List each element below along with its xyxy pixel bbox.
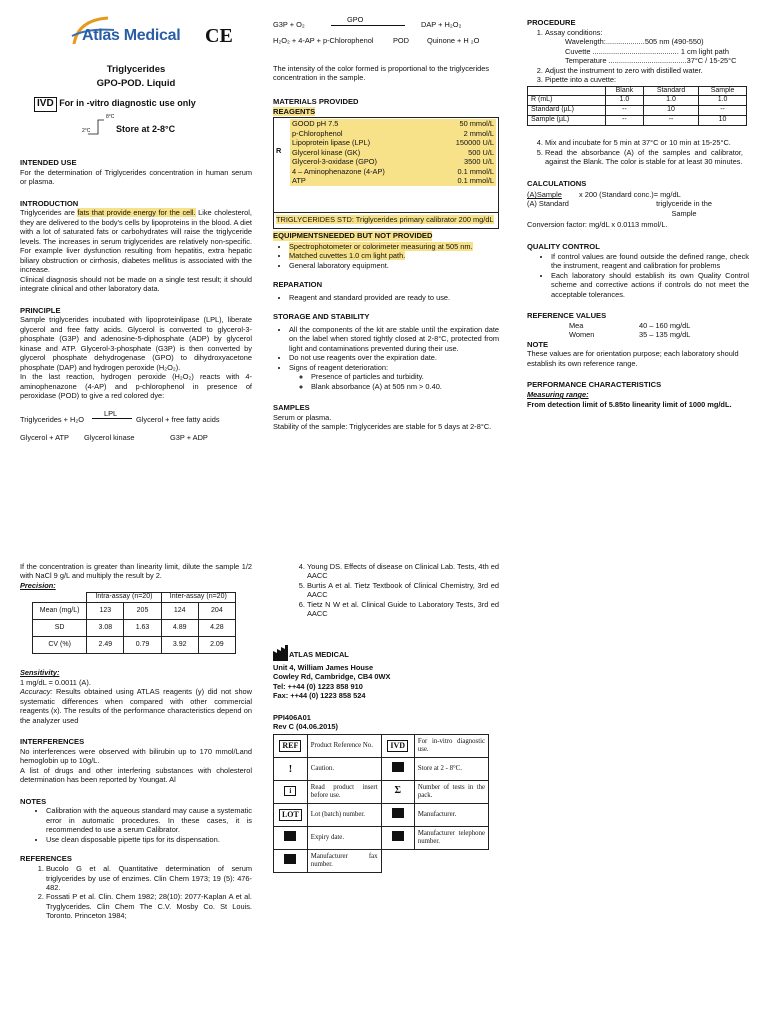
table-row [274,734,489,757]
manufacturer-line: Fax: ++44 (0) 1223 858 524 [273,691,366,701]
reaction-3-left: G3P + O₂ [273,20,305,29]
temperature-label: Temperature [565,56,607,66]
reagent-value: 0.1 mmol/L [457,176,494,186]
sigma-icon: Σ [394,785,401,797]
table-cell: 1.0 [643,96,698,106]
procedure-step: 4. Mix and incubate for 5 min at 37°C or 10 min at 15-25°C. [545,138,743,147]
reaction-4-right: Quinone + H ₂O [427,36,480,45]
reference-value: 35 – 135 mg/dL [639,330,691,340]
table-cell: SD [33,620,87,637]
cuvette-value: 1 cm light path [680,46,729,56]
note-text: These values are for orientation purpose; each laboratory should establish its own reference range. [527,349,739,368]
reaction-2-left: Glycerol + ATP [20,432,69,442]
reaction-1-left: Triglycerides + H₂O [20,414,84,424]
notes-heading: NOTES [20,796,47,806]
storage-item: • All the components of the kit are stable until the expiration date on the label when stored tightly closed at 2-8°C, protected from light and contaminations prevented during their use. [289,325,499,353]
temperature-value: 37°C / 15-25°C [686,56,737,66]
sensitivity-text: 1 mg/dL = 0.0011 (A). [20,677,91,687]
measuring-range-text: From detection limit of 5.85to linearity limit of 1000 mg/dL. [527,399,732,409]
fax-icon [284,854,296,864]
table-cell: 10 [643,106,698,116]
cuvette-row [565,47,749,56]
calculation-formula [527,190,749,220]
table-cell: CV (%) [33,637,87,654]
procedure-list-cont [527,138,743,166]
table-cell: 205 [124,603,161,620]
equipment-item [289,261,499,270]
interferences-text-1: No interferences were observed with bilirubin up to 170 mmol/Land hemoglobin up to 10g/L. [20,746,252,766]
symbol-description: Read product insert before use. [307,780,381,803]
table-header [528,86,606,96]
reagent-name: Glycerol-3-oxidase (GPO) [292,157,378,167]
principle-text-2: In the last reaction, hydrogen peroxide (H₂O₂) reacts with 4-aminophenazone (4-AP) and p-chlorophenol in presence of peroxidase (POD) to give a red colored dye: [20,372,252,401]
std-box [273,213,499,228]
symbol-cell [381,757,414,780]
table-row [528,106,747,116]
table-cell: -- [605,116,643,126]
manufacturer-name-row [273,645,499,663]
reagent-value: 500 U/L [468,147,494,157]
storage-subitem: ◦ Presence of particles and turbidity. [311,372,499,381]
interferences-heading: INTERFERENCES [20,737,85,747]
reagent-r-label: R [276,146,282,156]
lot-icon: LOT [279,809,302,821]
table-cell: 2.49 [87,637,124,654]
reaction-1-right: Glycerol + free fatty acids [136,414,220,424]
manufacturer-line: Tel: ++44 (0) 1223 858 910 [273,681,363,691]
column-3-top [527,18,749,409]
table-header [33,593,87,603]
principle-heading: PRINCIPLE [20,305,61,315]
introduction-text [20,208,252,274]
symbol-description: Product Reference No. [307,734,381,757]
references-list-cont [273,562,499,619]
table-cell: R (mL) [528,96,606,106]
symbol-description: Manufacturer fax number. [307,849,381,872]
wavelength-value: 505 nm (490-550) [644,37,704,47]
caution-icon: ! [288,762,293,775]
symbol-description: Caution. [307,757,381,780]
notes-item: • Calibration with the aqueous standard may cause a systematic error in automatic procedures. In these cases, it is recommended to use a serum Calibrator. [46,806,252,834]
table-cell: 204 [198,603,235,620]
equipment-heading: EQUIPMENTSNEEDED BUT NOT PROVIDED [273,230,433,240]
qc-heading: QUALITY CONTROL [527,241,600,251]
reagent-value: 0.1 mmol/L [457,166,494,176]
calculations-heading: CALCULATIONS [527,178,587,188]
page-subtitle: GPO-POD. Liquid [96,78,176,90]
reagent-name: p-Chlorophenol [292,128,343,138]
reference-values-heading: REFERENCE VALUES [527,311,607,320]
reaction-2 [20,431,252,445]
document-revision: Rev C (04.06.2015) [273,722,338,732]
table-cell: 3.08 [87,620,124,637]
symbol-cell [381,734,414,757]
sensitivity-heading: Sensitivity: [20,668,60,678]
measuring-range-label: Measuring range: [527,390,589,400]
principle-text: Sample triglycerides incubated with lipoproteinlipase (LPL), liberate glycerol and free fatty acids. Glycerol is converted to glycerol-3-phosphate (G3P) and adenosine-5-diphosphate (ADP) by glycerol kinase and ATP. Glycerol-3-phosphate (G3P) is then converted by glycerol phosphate dehydrogenase (GPO) to dihydroxyacetone phosphate (DAP) and hydrogen peroxide (H₂O₂). [20,315,252,372]
storage-item [289,363,499,391]
table-row [274,780,489,803]
table-row [33,620,236,637]
assay-conditions [545,37,749,65]
symbol-description: Store at 2 - 8°C. [414,757,488,780]
symbol-cell [381,803,414,826]
reagent-name: Lipoprotein lipase (LPL) [292,138,371,148]
table-cell: 1.0 [605,96,643,106]
conversion-factor: Conversion factor: mg/dL x 0.0113 mmol/L. [527,220,668,230]
symbol-description: Manufacturer. [414,803,488,826]
reagent-row [290,176,496,185]
reagent-row [290,129,496,138]
table-cell: Standard (µL) [528,106,606,116]
references-heading: REFERENCES [20,854,72,864]
reagent-name: Glycerol kinase (GK) [292,147,361,157]
table-cell: 1.63 [124,620,161,637]
wavelength-leader: ................... [605,37,645,47]
cuvette-leader: .......................................... [592,46,679,56]
page-title: Triglycerides [106,64,166,75]
precision-table [32,592,236,654]
manufacturer-line: Cowley Rd, Cambridge, CB4 0WX [273,672,391,682]
equipment-item [289,242,499,251]
wavelength-row [565,37,749,46]
reagent-name: ATP [292,176,306,186]
reagents-box [273,117,499,213]
reference-label: Women [569,330,595,340]
manufacturer-name: ATLAS MEDICAL [289,649,349,659]
symbol-description: For in-vitro diagnostic use. [414,734,488,757]
storage-list [273,325,499,391]
accuracy-text [20,687,252,725]
equipment-item-text: Matched cuvettes 1.0 cm light path. [289,251,406,261]
table-cell: -- [643,116,698,126]
qc-item: • Each laboratory should establish its own Quality Control scheme and corrective actions if controls do not meet the acceptable tolerances. [551,271,749,299]
table-cell: 2.09 [198,637,235,654]
table-cell: 10 [699,116,747,126]
reagent-row [290,119,496,128]
linearity-text: If the concentration is greater than linearity limit, dilute the sample 1/2 with NaCl 9 g/L and multiply the result by 2. [20,562,252,581]
procedure-heading: PROCEDURE [527,18,576,27]
introduction-heading: INTRODUCTION [20,198,79,208]
table-cell: -- [605,106,643,116]
performance-heading: PERFORMANCE CHARACTERISTICS [527,380,662,390]
table-cell: 4.28 [198,620,235,637]
symbol-cell [381,826,414,849]
reaction-2-enzyme: Glycerol kinase [84,432,135,442]
reaction-3-right: DAP + H₂O₂ [421,20,462,29]
factory-icon [392,808,404,818]
reagent-row [290,167,496,176]
reaction-3-enzyme: GPO [347,15,364,24]
phone-icon [392,831,404,841]
arrow-right-icon [331,25,405,26]
procedure-step: 3. Pipette into a cuvette: [545,75,749,84]
reagent-list [290,119,496,185]
notes-list [20,806,252,844]
storage-subitem: ◦ Blank absorbance (A) at 505 nm > 0.40. [311,382,499,391]
logo [20,14,252,50]
reference-row [527,321,749,330]
intended-use-text: For the determination of Triglycerides concentration in human serum or plasma. [20,167,252,187]
table-header: Inter-assay (n=20) [161,593,235,603]
reaction-1-enzyme: LPL [104,408,118,418]
table-header: Sample [699,86,747,96]
pipette-table [527,86,747,127]
table-row [274,757,489,780]
reagent-row [290,138,496,147]
formula-numerator: (A)Sample [527,190,562,200]
ce-mark: CE [205,25,233,47]
procedure-step: 2. Adjust the instrument to zero with distilled water. [545,66,749,75]
reaction-3 [273,15,499,32]
reaction-4-left: H₂O₂ + 4-AP + p-Chlorophenol [273,36,374,45]
table-cell: -- [699,106,747,116]
symbol-cell [274,757,308,780]
wavelength-label: Wavelength: [565,37,606,47]
qc-list [527,252,749,299]
symbol-cell [274,780,308,803]
reagent-value: 2 mmol/L [463,128,494,138]
samples-line-2: Stability of the sample: Triglycerides are stable for 5 days at 2-8°C. [273,422,492,432]
reagent-value: 3500 U/L [464,157,494,167]
table-header: Blank [605,86,643,96]
symbol-cell [381,849,414,872]
samples-line-1: Serum or plasma. [273,412,332,422]
reaction-4-enzyme: POD [393,36,410,45]
formula-result: triglyceride in the Sample [656,199,712,218]
symbol-description: Manufacturer telephone number. [414,826,488,849]
instructions-icon: i [284,786,296,796]
accuracy-label: Accuracy: [20,687,53,697]
table-cell: Sample (µL) [528,116,606,126]
intended-use-heading: INTENDED USE [20,158,77,167]
thermometer-icon [392,762,404,772]
factory-icon [273,645,289,661]
reagent-row [290,148,496,157]
symbol-cell [274,803,308,826]
temperature-row [565,56,749,65]
interferences-text-2: A list of drugs and other interfering substances with cholesterol determination has been reported by Youngat. Al [20,765,252,785]
reference-item: 6. Tietz N W et al. Clinical Guide to Laboratory Tests, 3rd ed AACC [307,600,499,619]
manufacturer-block [273,645,499,732]
temp-high: 8°C [106,114,115,121]
introduction-text-2: Clinical diagnosis should not be made on a single test result; it should integrate clinical and other laboratory data. [20,274,252,294]
qc-item: • If control values are found outside the defined range, check the instrument, reagent and calibration for problems [551,252,749,271]
procedure-step-text: Assay conditions: [545,27,603,37]
ivd-line [20,97,252,112]
ref-icon: REF [279,740,301,752]
preparation-item: • Reagent and standard provided are ready to use. [289,293,499,302]
equipment-item-text: General laboratory equipment. [289,260,389,270]
reference-row [527,330,749,339]
table-row [274,849,489,872]
column-2-top [273,15,499,432]
column-2-bottom [273,562,499,873]
table-cell: 1.0 [699,96,747,106]
procedure-step [545,28,749,66]
reference-item: 5. Burtis A et al. Tietz Textbook of Clinical Chemistry, 3rd ed AACC [307,581,499,600]
temp-low: 2°C [82,128,91,135]
equipment-list [273,242,499,270]
equipment-item [289,251,499,260]
table-row [528,96,747,106]
symbol-cell [381,780,414,803]
reagents-label: REAGENTS [273,106,316,116]
manufacturer-line: Unit 4, William James House [273,662,374,672]
table-header: Standard [643,86,698,96]
brand-name: Atlas Medical [82,27,181,44]
reagent-name: 4 – Aminophenazone (4-AP) [292,166,385,176]
document-code: PPI406A01 [273,712,311,722]
reference-item: 2. Fossati P et al. Clin. Chem 1982; 28(10): 2077-Kaplan A et al. Tryglycerides. Clin Chem The C.V. Mosby Co. St Louis. Toronto. Princeton 1984; [46,892,252,920]
notes-item: • Use clean disposable pipette tips for its dispensation. [46,835,252,844]
materials-heading: MATERIALS PROVIDED [273,96,359,106]
table-cell: 3.92 [161,637,198,654]
reference-item: 4. Young DS. Effects of disease on Clinical Lab. Tests, 4th ed AACC [307,562,499,581]
table-row [528,116,747,126]
symbol-description [414,849,488,872]
reaction-2-right: G3P + ADP [170,432,208,442]
equipment-item-text: Spectrophotometer or colorimeter measuring at 505 nm. [289,241,473,251]
temperature-leader: ...................................... [608,56,687,66]
table-cell: 123 [87,603,124,620]
table-row [274,826,489,849]
storage-item-text: Signs of reagent deterioration: [289,362,389,372]
table-cell: 124 [161,603,198,620]
table-cell: Mean (mg/L) [33,603,87,620]
samples-heading: SAMPLES [273,403,310,413]
header [20,14,252,138]
column-1-bottom [20,562,252,921]
formula-multiplier: x 200 (Standard conc.)= mg/dL [579,190,681,200]
precision-label: Precision: [20,580,56,590]
reaction-4 [273,34,499,48]
table-row [33,603,236,620]
formula-denominator: (A) Standard [527,199,569,209]
procedure-list [527,28,749,85]
storage-item: • Do not use reagents over the expiration date. [289,353,499,362]
references-list [20,864,252,921]
symbol-description: Lot (batch) number. [307,803,381,826]
intro-part2: Like cholesterol, they are delivered to the body's cells by lipoproteins in the blood. A diet with a lot of saturated fats or carbohydrates will raise the triglyceride levels. The increases in serum triglycerides are relatively non-specific. For example liver dysfunction resulting from hepatitis, extra hepatic biliary obstruction or cirrhosis, diabetes mellitus is associated with the increase. [20,208,252,275]
storage-heading: STORAGE AND STABILITY [273,312,370,322]
arrow-right-icon [92,418,132,419]
note-heading: NOTE [527,339,549,349]
reference-label: Mea [569,320,584,330]
reference-value: 40 – 160 mg/dL [639,320,691,330]
table-row [274,803,489,826]
accuracy-body: Results obtained using ATLAS reagents (y) did not show systematic differences when compared with other commercial reagents (x). The results of the performance characteristics depend on the analyzer used [20,687,252,725]
table-header: Intra-assay (n=20) [87,593,161,603]
cuvette-label: Cuvette [565,46,591,56]
symbol-cell [274,849,308,872]
table-row [33,637,236,654]
thermometer-icon [86,116,108,138]
hourglass-icon [284,831,296,841]
reagent-value: 50 mmol/L [459,119,494,129]
reagent-row [290,157,496,166]
symbol-cell [274,734,308,757]
reference-item: 1. Bucolo G et al. Quantitative determination of serum triglycerides by use of enzimes. Clin Chem 1973; 19 (5): 476-482. [46,864,252,892]
ivd-text: For in -vitro diagnostic use only [59,98,196,109]
table-cell: 0.79 [124,637,161,654]
intro-highlight: fats that provide energy for the cell. [77,208,196,218]
symbol-cell [274,826,308,849]
column-1-top [20,158,252,445]
symbol-description: Expiry date. [307,826,381,849]
symbol-description: Number of tests in the pack. [414,780,488,803]
reaction-1 [20,408,252,427]
procedure-step: 5. Read the absorbance (A) of the samples and calibrator, against the Blank. The color is stable for at least 30 minutes. [545,148,743,167]
preparation-heading: REPARATION [273,279,323,289]
table-cell: 4.89 [161,620,198,637]
storage-line [20,116,252,138]
ivd-icon: IVD [34,97,57,112]
intensity-text: The intensity of the color formed is proportional to the triglycerides concentration in the sample. [273,64,490,83]
storage-text: Store at 2-8°C [116,124,176,135]
ivd-icon: IVD [387,740,408,752]
intro-part1: Triglycerides are [20,208,78,218]
std-text: TRIGLYCERIDES STD: Triglycerides primary calibrator 200 mg/dL [276,215,494,225]
symbols-table [273,734,489,873]
reagent-name: GOOD pH 7.5 [292,119,339,129]
reagent-value: 150000 U/L [455,138,494,148]
preparation-list [273,293,499,302]
